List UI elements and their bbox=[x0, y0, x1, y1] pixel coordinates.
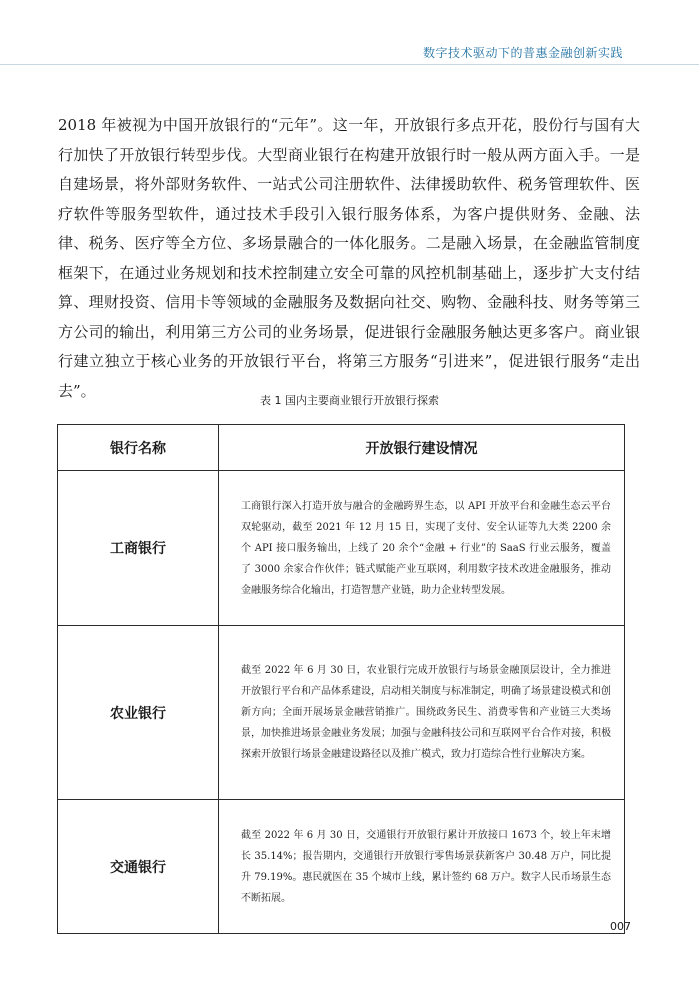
table-header-row bbox=[58, 425, 625, 471]
column-header-description: 开放银行建设情况 bbox=[219, 425, 625, 471]
bank-name-cell: 工商银行 bbox=[58, 471, 219, 626]
body-paragraph: 2018 年被视为中国开放银行的“元年”。这一年，开放银行多点开花，股份行与国有大行加快了开放银行转型步伐。大型商业银行在构建开放银行时一般从两方面入手。一是自建场景，将外部财务软件、一站式公司注册软件、法律援助软件、税务管理软件、医疗软件等服务型软件，通过技术手段引入银行服务体系，为客户提供财务、金融、法律、税务、医疗等全方位、多场景融合的一体化服务。二是融入场景，在金融监管制度框架下，在通过业务规划和技术控制建立安全可靠的风控机制基础上，逐步扩大支付结算、理财投资、信用卡等领域的金融服务及数据向社交、购物、金融科技、财务等第三方公司的输出，利用第三方公司的业务场景，促进银行金融服务触达更多客户。商业银行建立独立于核心业务的开放银行平台，将第三方服务“引进来”，促进银行服务“走出去”。 bbox=[58, 116, 640, 400]
open-banking-table bbox=[57, 424, 625, 934]
page-number: 007 bbox=[610, 920, 631, 933]
table-row bbox=[58, 800, 625, 934]
bank-name-cell: 农业银行 bbox=[58, 626, 219, 800]
description-cell: 工商银行深入打造开放与融合的金融跨界生态，以 API 开放平台和金融生态云平台双轮驱动，截至 2021 年 12 月 15 日，实现了支付、安全认证等九大类 2200 余个 API 接口服务输出，上线了 20 余个“金融 + 行业”的 SaaS 行业云服务，覆盖了 3000 余家合作伙伴；链式赋能产业互联网，利用数字技术改进金融服务，推动金融服务综合化输出，打造智慧产业链，助力企业转型发展。 bbox=[219, 471, 625, 626]
table-row bbox=[58, 626, 625, 800]
running-header-title: 数字技术驱动下的普惠金融创新实践 bbox=[422, 46, 623, 60]
bank-name-cell: 交通银行 bbox=[58, 800, 219, 934]
description-cell: 截至 2022 年 6 月 30 日，交通银行开放银行累计开放接口 1673 个，较上年末增长 35.14%；报告期内，交通银行开放银行零售场景获新客户 30.48 万户，同比提升 79.19%。惠民就医在 35 个城市上线，累计签约 68 万户。数字人民币场景生态不断拓展。 bbox=[219, 800, 625, 934]
table-caption: 表 1 国内主要商业银行开放银行探索 bbox=[260, 394, 439, 407]
description-cell: 截至 2022 年 6 月 30 日，农业银行完成开放银行与场景金融顶层设计，全力推进开放银行平台和产品体系建设，启动相关制度与标准制定，明确了场景建设模式和创新方向；全面开展场景金融营销推广。围绕政务民生、消费零售和产业链三大类场景，加快推进场景金融业务发展；加强与金融科技公司和互联网平台合作对接，积极探索开放银行场景金融建设路径以及推广模式，致力打造综合性行业解决方案。 bbox=[219, 626, 625, 800]
table-row bbox=[58, 471, 625, 626]
column-header-bank-name: 银行名称 bbox=[58, 425, 219, 471]
header-divider bbox=[0, 64, 699, 65]
